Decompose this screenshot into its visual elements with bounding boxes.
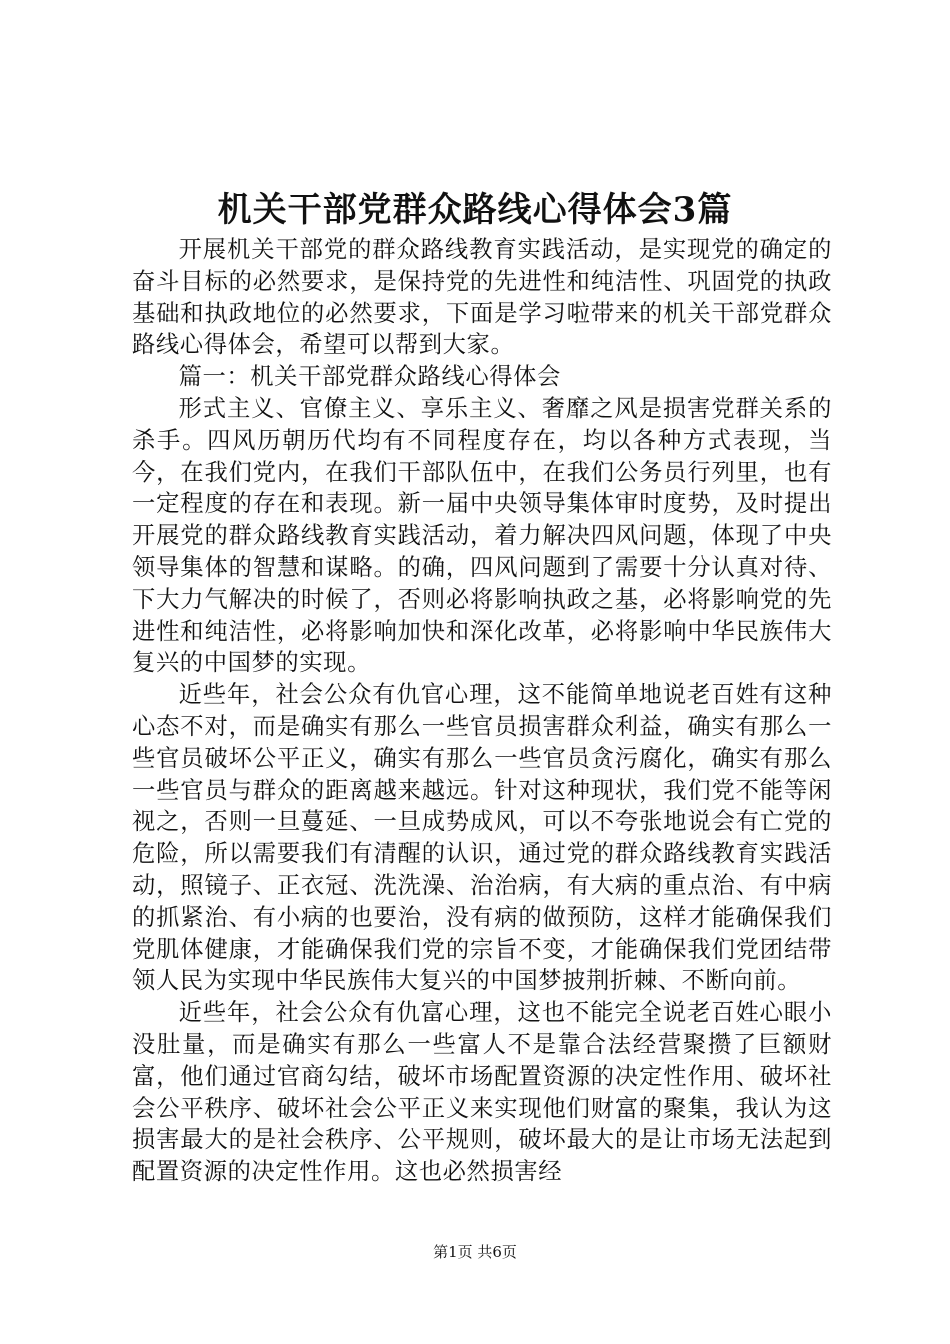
document-body — [132, 234, 832, 1188]
body-paragraph: 近些年，社会公众有仇官心理，这不能简单地说老百姓有这种心态不对，而是确实有那么一些官员损害群众利益，确实有那么一些官员破坏公平正义，确实有那么一些官员贪污腐化，确实有那么一些官员与群众的距离越来越远。针对这种现状，我们党不能等闲视之，否则一旦蔓延、一旦成势成风，可以不夸张地说会有亡党的危险，所以需要我们有清醒的认识，通过党的群众路线教育实践活动，照镜子、正衣冠、洗洗澡、治治病，有大病的重点治、有中病的抓紧治、有小病的也要治，没有病的做预防，这样才能确保我们党肌体健康，才能确保我们党的宗旨不变，才能确保我们党团结带领人民为实现中华民族伟大复兴的中国梦披荆折棘、不断向前。 — [132, 681, 832, 995]
body-paragraph: 近些年，社会公众有仇富心理，这也不能完全说老百姓心眼小没肚量，而是确实有那么一些富人不是靠合法经营聚攒了巨额财富，他们通过官商勾结，破坏市场配置资源的决定性作用、破坏社会公平秩序、破坏社会公平正义来实现他们财富的聚集，我认为这损害最大的是社会秩序、公平规则，破坏最大的是让市场无法起到配置资源的决定性作用。这也必然损害经 — [132, 999, 832, 1186]
body-paragraph: 形式主义、官僚主义、享乐主义、奢靡之风是损害党群关系的杀手。四风历朝历代均有不同程度存在，均以各种方式表现，当今，在我们党内，在我们干部队伍中，在我们公务员行列里，也有一定程度的存在和表现。新一届中央领导集体审时度势，及时提出开展党的群众路线教育实践活动，着力解决四风问题，体现了中央领导集体的智慧和谋略。的确，四风问题到了需要十分认真对待、下大力气解决的时候了，否则必将影响执政之基，必将影响党的先进性和纯洁性，必将影响加快和深化改革，必将影响中华民族伟大复兴的中国梦的实现。 — [132, 394, 832, 677]
page-number-footer: 第1页 共6页 — [433, 1243, 517, 1261]
intro-paragraph: 开展机关干部党的群众路线教育实践活动，是实现党的确定的奋斗目标的必然要求，是保持党的先进性和纯洁性、巩固党的执政基础和执政地位的必然要求，下面是学习啦带来的机关干部党群众路线心得体会，希望可以帮到大家。 — [132, 236, 832, 359]
document-title: 机关干部党群众路线心得体会3篇 — [217, 190, 733, 230]
section-heading: 篇一：机关干部党群众路线心得体会 — [178, 363, 561, 391]
